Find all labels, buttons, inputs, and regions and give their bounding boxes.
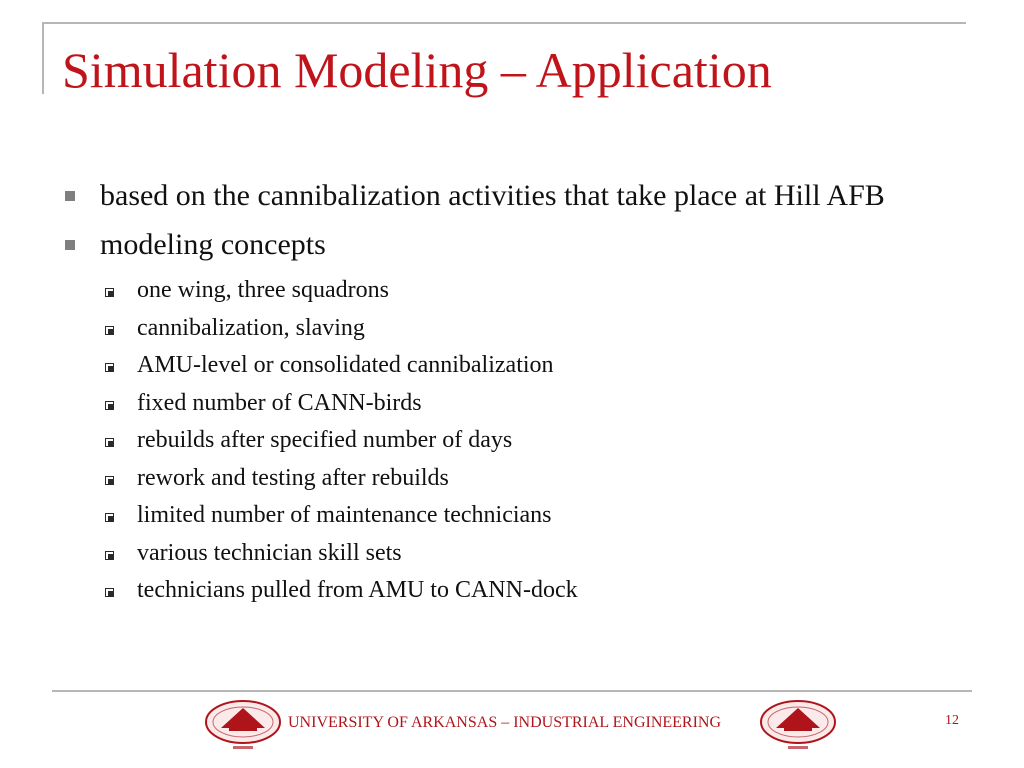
bullet-item xyxy=(60,229,960,260)
bullet-text: modeling concepts xyxy=(100,228,326,261)
hollow-square-bullet-icon xyxy=(105,513,114,522)
frame-top-rule xyxy=(42,22,966,24)
sub-bullet-list xyxy=(60,272,960,610)
sub-bullet-text: limited number of maintenance technicians xyxy=(137,502,552,528)
hollow-square-bullet-icon xyxy=(105,551,114,560)
sub-bullet-item xyxy=(60,422,960,460)
sub-bullet-item xyxy=(60,535,960,573)
square-bullet-icon xyxy=(65,191,75,201)
sub-bullet-text: various technician skill sets xyxy=(137,539,402,566)
sub-bullet-text: technicians pulled from AMU to CANN-dock xyxy=(137,577,578,603)
sub-bullet-text: rework and testing after rebuilds xyxy=(137,464,449,491)
hollow-square-bullet-icon xyxy=(105,438,114,447)
sub-bullet-text: AMU-level or consolidated cannibalization xyxy=(137,352,554,378)
hollow-square-bullet-icon xyxy=(105,288,114,297)
sub-bullet-text: one wing, three squadrons xyxy=(137,277,389,303)
page-number: 12 xyxy=(945,713,959,728)
sub-bullet-item xyxy=(60,347,960,385)
sub-bullet-text: rebuilds after specified number of days xyxy=(137,427,513,453)
footer-text: UNIVERSITY OF ARKANSAS – INDUSTRIAL ENGINEERING xyxy=(288,714,722,731)
bullet-item xyxy=(60,180,960,211)
frame-left-rule xyxy=(42,22,44,94)
slide-content xyxy=(60,180,960,610)
sub-bullet-item xyxy=(60,460,960,498)
sub-bullet-text: fixed number of CANN-birds xyxy=(137,389,422,416)
footer-rule xyxy=(52,690,972,692)
sub-bullet-text: cannibalization, slaving xyxy=(137,314,365,341)
sub-bullet-item xyxy=(60,497,960,535)
sub-bullet-item xyxy=(60,385,960,423)
university-seal-icon xyxy=(758,698,838,754)
hollow-square-bullet-icon xyxy=(105,588,114,597)
hollow-square-bullet-icon xyxy=(105,363,114,372)
sub-bullet-item xyxy=(60,310,960,348)
sub-bullet-item xyxy=(60,272,960,310)
university-seal-icon xyxy=(203,698,283,754)
hollow-square-bullet-icon xyxy=(105,401,114,410)
bullet-text: based on the cannibalization activities that take place at Hill AFB xyxy=(100,179,885,212)
hollow-square-bullet-icon xyxy=(105,326,114,335)
slide-title: Simulation Modeling – Application xyxy=(62,42,772,98)
square-bullet-icon xyxy=(65,240,75,250)
sub-bullet-item xyxy=(60,572,960,610)
hollow-square-bullet-icon xyxy=(105,476,114,485)
